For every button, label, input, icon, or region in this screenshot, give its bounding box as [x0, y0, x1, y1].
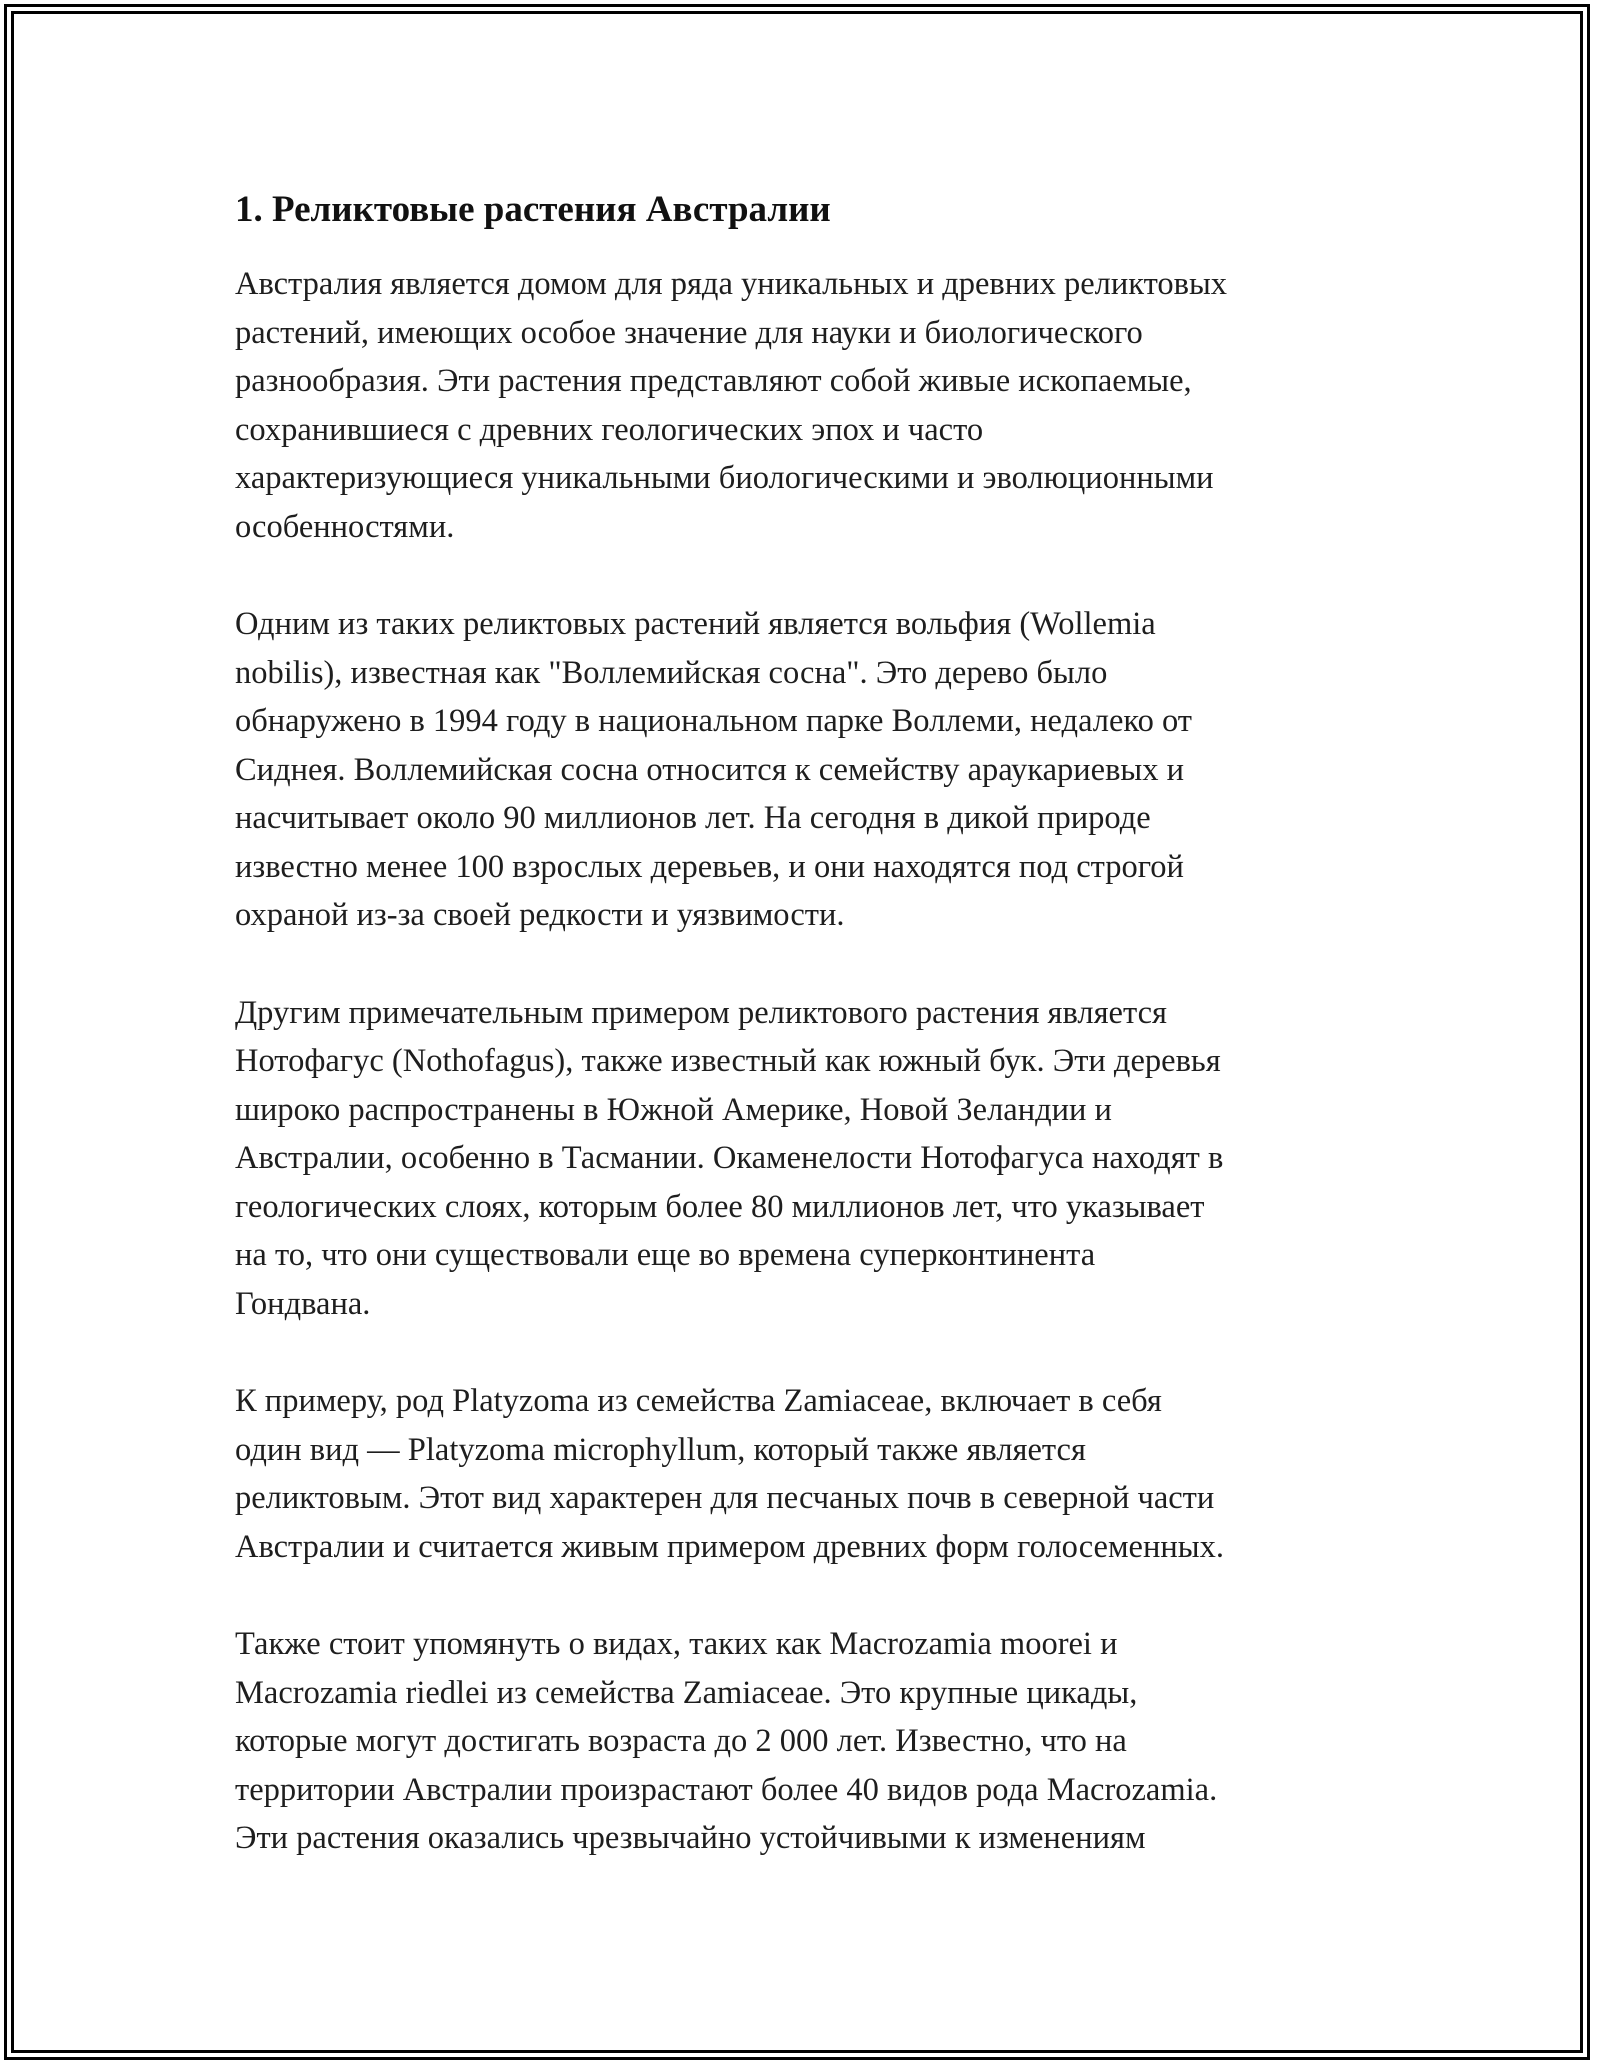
text-line: Гондвана. — [235, 1285, 371, 1322]
paragraph-wollemia — [235, 600, 1375, 940]
paragraph-intro — [235, 260, 1375, 551]
text-line: nobilis), известная как "Воллемийская сосна". Это дерево было — [235, 654, 1108, 691]
text-line: Другим примечательным примером реликтового растения является — [235, 994, 1167, 1031]
section-heading: 1. Реликтовые растения Австралии — [235, 189, 831, 230]
document-body — [235, 186, 1375, 1912]
text-line: которые могут достигать возраста до 2 000 лет. Известно, что на — [235, 1723, 1127, 1759]
paragraph-nothofagus — [235, 989, 1375, 1329]
text-line: Macrozamia riedlei из семейства Zamiaceae. Это крупные цикады, — [235, 1674, 1138, 1711]
text-line: сохранившиеся с древних геологических эпох и часто — [235, 411, 984, 448]
text-line: территории Австралии произрастают более 40 видов рода Macrozamia. — [235, 1771, 1218, 1808]
text-line: особенностями. — [235, 508, 455, 545]
text-line: Также стоит упомянуть о видах, таких как Macrozamia moorei и — [235, 1626, 1118, 1662]
text-line: геологических слоях, которым более 80 миллионов лет, что указывает — [235, 1188, 1205, 1225]
text-line: Австралии и считается живым примером древних форм голосеменных. — [235, 1528, 1224, 1565]
text-line: Одним из таких реликтовых растений является вольфия (Wollemia — [235, 606, 1156, 642]
text-line: Австралии, особенно в Тасмании. Окаменелости Нотофагуса находят в — [235, 1140, 1224, 1176]
text-line: К примеру, род Platyzoma из семейства Zamiaceae, включает в себя — [235, 1383, 1162, 1419]
text-line: Нотофагус (Nothofagus), также известный как южный бук. Эти деревья — [235, 1043, 1221, 1079]
text-line: охраной из-за своей редкости и уязвимости. — [235, 897, 845, 933]
text-line: реликтовым. Этот вид характерен для песчаных почв в северной части — [235, 1480, 1215, 1516]
text-line: Австралия является домом для ряда уникальных и древних реликтовых — [235, 266, 1228, 302]
text-line: характеризующиеся уникальными биологическими и эволюционными — [235, 460, 1214, 496]
text-line: обнаружено в 1994 году в национальном парке Воллеми, недалеко от — [235, 703, 1192, 739]
text-line: один вид — Platyzoma microphyllum, который также является — [235, 1431, 1086, 1468]
text-line: Эти растения оказались чрезвычайно устойчивыми к изменениям — [235, 1820, 1146, 1856]
text-line: широко распространены в Южной Америке, Новой Зеландии и — [235, 1091, 1112, 1128]
text-line: известно менее 100 взрослых деревьев, и они находятся под строгой — [235, 848, 1184, 885]
text-line: растений, имеющих особое значение для науки и биологического — [235, 314, 1143, 351]
text-line: Сиднея. Воллемийская сосна относится к семейству араукариевых и — [235, 751, 1185, 788]
text-line: на то, что они существовали еще во времена суперконтинента — [235, 1237, 1096, 1273]
paragraph-macrozamia — [235, 1620, 1375, 1863]
text-line: насчитывает около 90 миллионов лет. На сегодня в дикой природе — [235, 800, 1151, 836]
paragraph-platyzoma — [235, 1377, 1375, 1571]
text-line: разнообразия. Эти растения представляют собой живые ископаемые, — [235, 363, 1192, 399]
